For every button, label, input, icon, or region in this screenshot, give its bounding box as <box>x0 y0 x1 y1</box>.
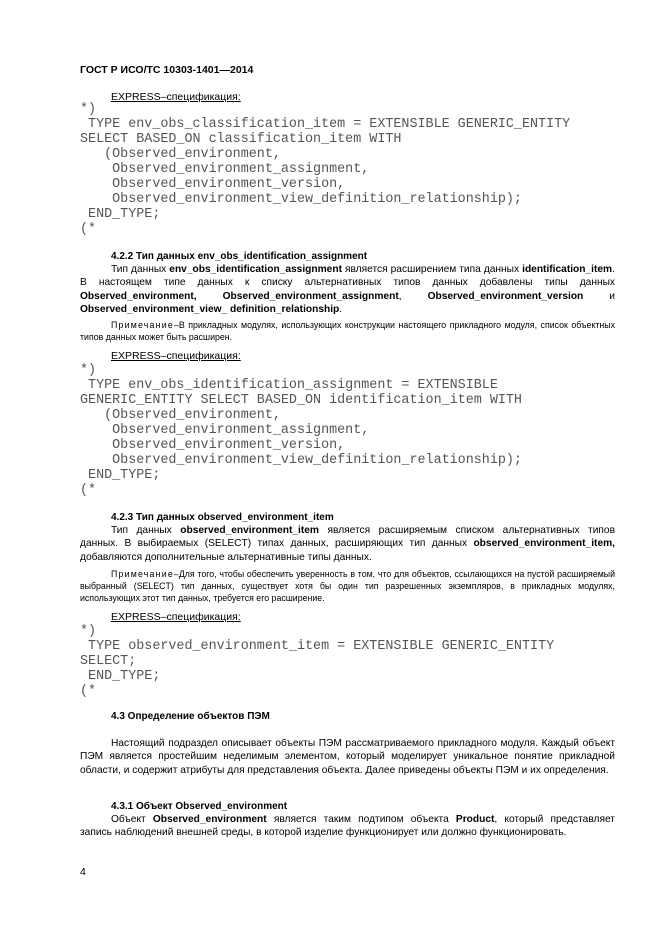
code-line: Observed_environment_version, <box>80 177 346 192</box>
note-4-2-2 <box>80 320 615 344</box>
section-4-3-paragraph <box>80 737 615 777</box>
express-code-block <box>80 624 554 699</box>
text-run: является расширением типа данных <box>344 264 520 275</box>
code-line: (* <box>80 483 97 498</box>
document-code-header: ГОСТ Р ИСО/ТС 10303-1401—2014 <box>80 64 254 76</box>
text-run: , который представляет запись наблюдений внешней среды, в которой изделие функционирует или должно функционировать. <box>80 814 615 839</box>
code-line: SELECT; <box>80 654 137 669</box>
code-line: END_TYPE; <box>80 468 161 483</box>
entity-name: Observed_environment <box>152 814 267 825</box>
text-run: . <box>339 304 343 316</box>
code-line: TYPE env_obs_classification_item = EXTENSIBLE GENERIC_ENTITY <box>80 117 571 132</box>
type-name: observed_environment_item, <box>473 538 615 550</box>
code-line: GENERIC_ENTITY SELECT BASED_ON identification_item WITH <box>80 393 522 408</box>
section-4-3-1-paragraph <box>80 813 615 840</box>
code-line: *) <box>80 363 97 378</box>
text-run: , <box>398 290 402 302</box>
express-spec-label: EXPRESS–спецификация: <box>111 611 241 623</box>
code-line: Observed_environment_view_definition_relationship); <box>80 453 522 468</box>
type-name: Observed_environment, Observed_environment_assignment <box>80 290 399 302</box>
type-name: identification_item <box>522 264 613 275</box>
text-run: является расширяемым списком альтернативных типов данных. В выбираемых (SELECT) типах данных, расширяющих тип данных <box>80 525 615 550</box>
code-line: *) <box>80 624 97 639</box>
code-line: (* <box>80 684 97 699</box>
code-line: Observed_environment_assignment, <box>80 423 370 438</box>
section-4-2-3-paragraph <box>80 524 615 564</box>
express-code-block <box>80 363 522 498</box>
code-line: Observed_environment_view_definition_relationship); <box>80 192 522 207</box>
type-name: env_obs_identification_assignment <box>169 264 342 275</box>
section-heading-4-2-2: 4.2.2 Тип данных env_obs_identification_assignment <box>111 251 368 262</box>
page-number: 4 <box>80 866 86 878</box>
text-run: . В настоящем типе данных к списку альтернативных типов данных добавлены типы данных <box>80 264 615 289</box>
note-label: Примечание <box>111 569 174 579</box>
note-text: –В прикладных модулях, использующих конструкции настоящего прикладного модуля, список объектных типов данных может быть расширен. <box>80 320 615 342</box>
section-heading-4-3-1: 4.3.1 Объект Observed_environment <box>111 801 288 812</box>
type-name: observed_environment_item <box>180 525 319 536</box>
express-spec-label: EXPRESS–спецификация: <box>111 91 241 103</box>
code-line: TYPE observed_environment_item = EXTENSIBLE GENERIC_ENTITY <box>80 639 555 654</box>
note-4-2-3 <box>80 569 615 604</box>
code-line: TYPE env_obs_identification_assignment = EXTENSIBLE <box>80 378 498 393</box>
paragraph-text: Настоящий подраздел описывает объекты ПЭМ рассматриваемого прикладного модуля. Каждый объект ПЭМ является простейшим неделимым элементом, который моделирует уникальное понятие прикладной области, и содержит атрибуты для представления объекта. Далее приведены объекты ПЭМ и их определения. <box>80 738 615 776</box>
note-text: –Для того, чтобы обеспечить уверенность в том, что для объектов, ссылающихся на пустой расширяемый выбранный (SELECT) тип данных, существует хотя бы один тип разрешенных экземпляров, в прикладных модулях, использующих этот тип данных, требуется его расширение. <box>80 569 615 603</box>
text-run: Тип данных <box>111 525 172 536</box>
text-run: и <box>609 290 615 302</box>
code-line: *) <box>80 102 97 117</box>
code-line: Observed_environment_version, <box>80 438 346 453</box>
text-run: Тип данных <box>111 264 167 275</box>
text-run: добавляются дополнительные альтернативные типы данных. <box>80 551 372 563</box>
code-line: (Observed_environment, <box>80 408 281 423</box>
code-line: END_TYPE; <box>80 669 161 684</box>
text-run: Объект <box>111 814 146 825</box>
code-line: (Observed_environment, <box>80 147 281 162</box>
code-line: Observed_environment_assignment, <box>80 162 370 177</box>
text-run: является таким подтипом объекта <box>273 814 449 825</box>
express-spec-label: EXPRESS–спецификация: <box>111 350 241 362</box>
code-line: SELECT BASED_ON classification_item WITH <box>80 132 402 147</box>
express-code-block <box>80 102 570 237</box>
section-heading-4-2-3: 4.2.3 Тип данных observed_environment_item <box>111 512 334 523</box>
code-line: END_TYPE; <box>80 207 161 222</box>
section-4-2-2-paragraph <box>80 263 615 317</box>
section-heading-4-3: 4.3 Определение объектов ПЭМ <box>111 711 270 722</box>
type-name: Observed_environment_version <box>427 290 584 302</box>
note-label: Примечание <box>111 320 174 330</box>
type-name: Observed_environment_view_ definition_relationship <box>80 304 340 316</box>
entity-name: Product <box>455 814 495 825</box>
code-line: (* <box>80 222 97 237</box>
